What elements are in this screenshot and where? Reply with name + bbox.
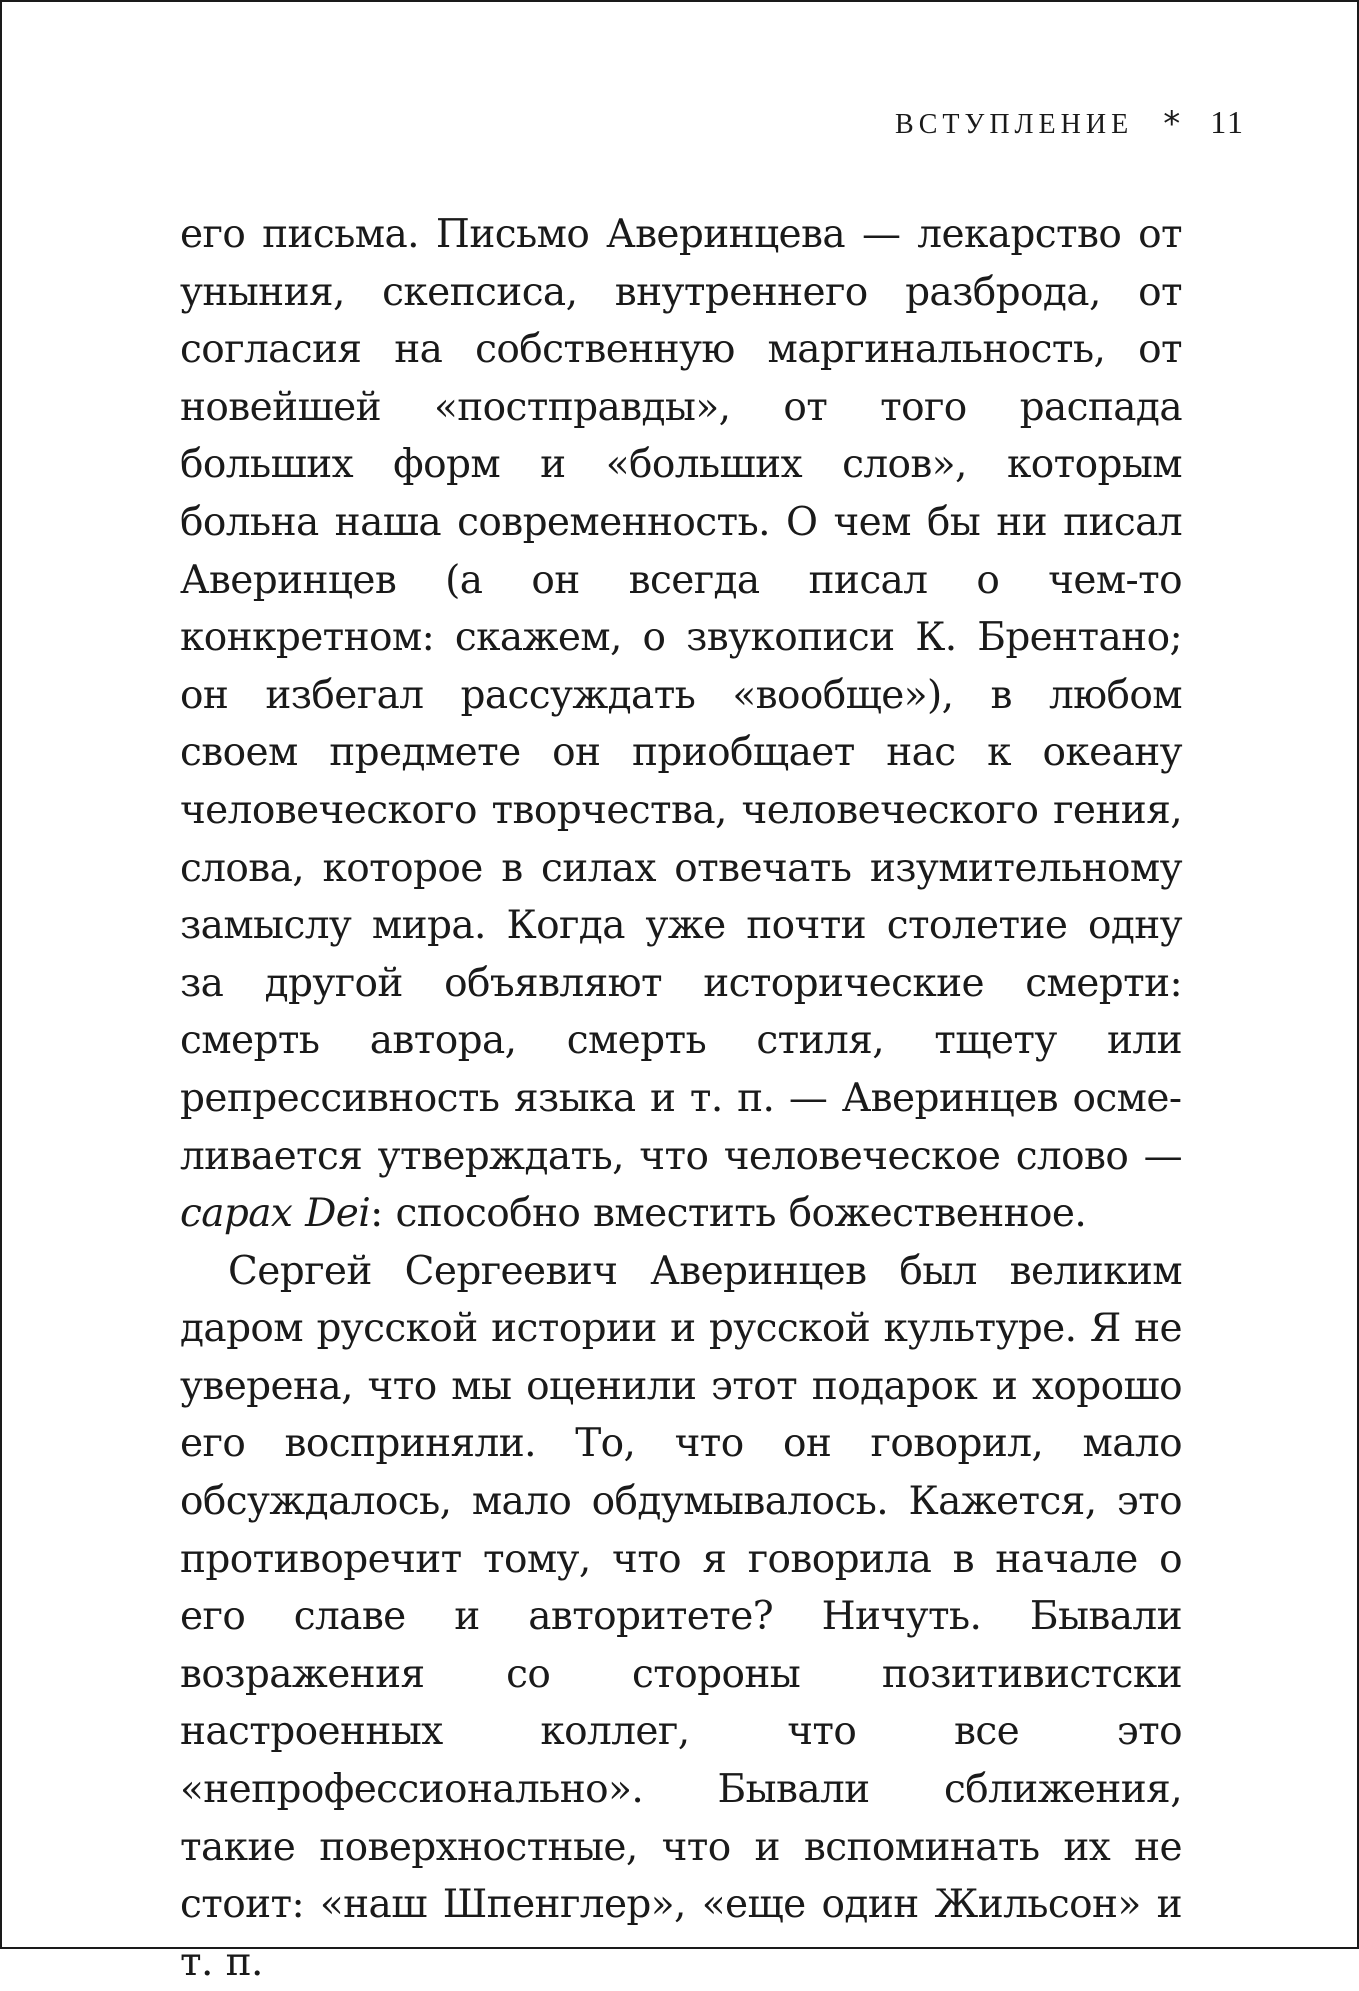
latin-phrase: capax Dei xyxy=(180,1191,371,1237)
paragraph: Сергей Сергеевич Аверинцев был великим даром русской истории и русской культуре. Я не уверена, что мы оценили этот подарок и хорошо его восприняли. То, что он говорил, мало обсуждалось, мало обдумывалось. Кажется, это противоречит тому, что я говорила в начале о его славе и авторитете? Ничуть. Бывали возражения со стороны позитивистски настроенных коллег, что все это «непрофессионально». Бывали сближения, такие поверхностные, что и вспоминать их не стоит: «наш Шпенглер», «еще один Жильсон» и т. п. xyxy=(180,1248,1182,1985)
section-title: ВСТУПЛЕНИЕ xyxy=(895,109,1134,140)
running-header xyxy=(895,102,1245,145)
paragraph xyxy=(180,206,1182,1243)
body-text xyxy=(180,206,1182,1991)
paragraph-text-end: : способно вместить божественное. xyxy=(370,1191,1087,1237)
asterisk-separator-icon: * xyxy=(1163,104,1181,144)
paragraph-text: его письма. Письмо Аверинцева — лекарство от уныния, скепсиса, внутреннего разброда, от согласия на собственную маргинальность, от новейшей «постправды», от того распада больших форм и «больших слов», которым больна наша современность. О чем бы ни писал Аверинцев (а он всегда писал о чем-то конкретном: скажем, о звукописи К. Брентано; он избегал рассуждать «вообще»), в любом своем предмете он приобщает нас к океану человеческого творчества, человеческого гения, слова, которое в силах отвечать изумительному замыслу мира. Когда уже почти столетие одну за другой объявляют исторические смерти: смерть автора, смерть стиля, тщету или репрессивность языка и т. п. — Аверинцев осмеливается утверждать, что человеческое слово — xyxy=(180,212,1182,1179)
page-number: 11 xyxy=(1210,104,1245,140)
